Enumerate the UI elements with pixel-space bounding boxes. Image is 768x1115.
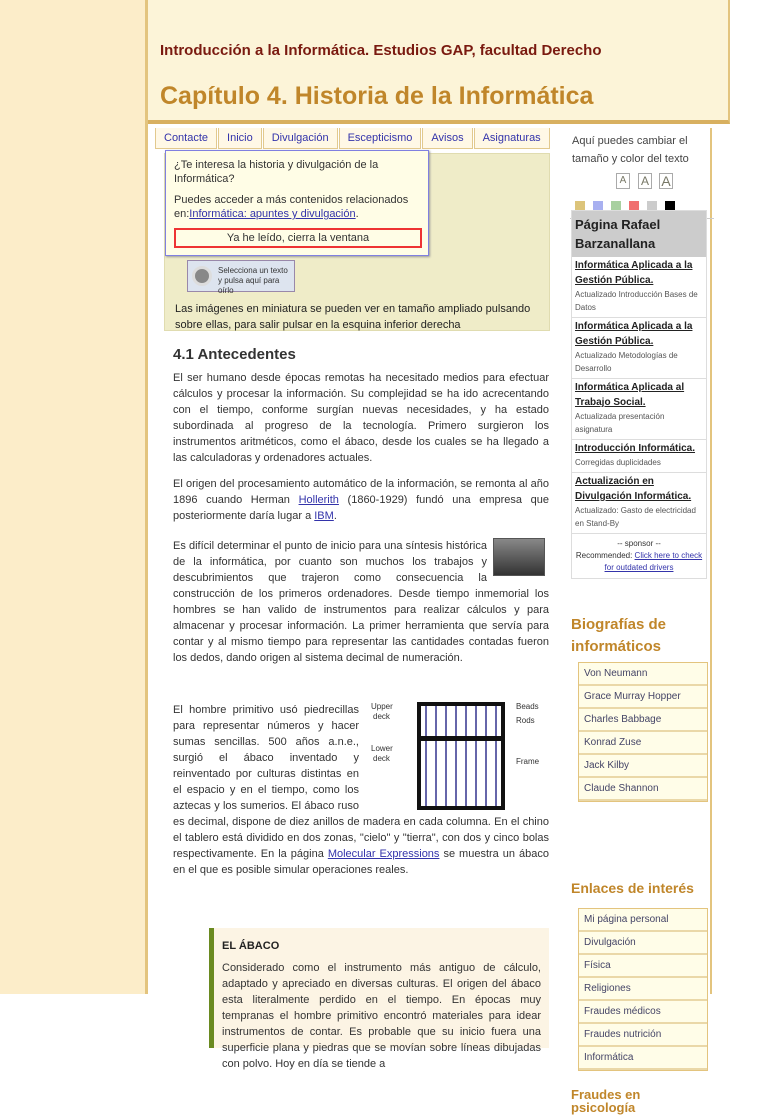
rb-item xyxy=(572,473,706,534)
rb-item xyxy=(572,440,706,473)
tab-contacte[interactable]: Contacte xyxy=(155,128,217,149)
rb-link[interactable]: Informática Aplicada al Trabajo Social. xyxy=(575,382,685,408)
notice-text: Las imágenes en miniatura se pueden ver en tamaño ampliado pulsando sobre ellas, para salir pulsar en la esquina inferior derecha xyxy=(175,303,531,331)
sponsor-label: -- sponsor -- xyxy=(617,539,661,548)
rb-note: Actualizado Metodologías de Desarrollo xyxy=(575,351,678,373)
paragraph-1: El ser humano desde épocas remotas ha necesitado medios para efectuar cálculos y procesar la información. Su complejidad se ha ido acrecentando con el tiempo, conforme surgían nuevas necesidades, y ha estado subordinada al progreso de la tecnología. Primero surgieron los instrumentos aritméticos, como el ábaco, desde los cuales se ha llegado a las calculadoras y ordenadores actuales. xyxy=(173,372,549,464)
speech-label: Selecciona un texto y pulsa aquí para oírlo xyxy=(218,266,288,295)
bio-link[interactable]: Grace Murray Hopper xyxy=(579,686,707,709)
text-large-button[interactable]: A xyxy=(659,173,673,189)
rb-note: Actualizado Introducción Bases de Datos xyxy=(575,290,698,312)
label-deck: deck xyxy=(373,712,390,721)
bio-link[interactable]: Konrad Zuse xyxy=(579,732,707,755)
label-frame: Frame xyxy=(516,757,540,766)
interest-link[interactable]: Física xyxy=(579,955,707,978)
rb-link[interactable]: Informática Aplicada a la Gestión Pública. xyxy=(575,260,693,286)
chapter-title: Capítulo 4. Historia de la Informática xyxy=(160,82,594,110)
bio-link[interactable]: Von Neumann xyxy=(579,663,707,686)
float-spacer xyxy=(359,702,549,814)
label-deck: deck xyxy=(373,754,390,763)
text-size-hint: Aquí puedes cambiar el tamaño y color del texto xyxy=(572,135,689,165)
interest-link[interactable]: Divulgación xyxy=(579,932,707,955)
sponsor-link[interactable]: Click here to check for outdated drivers xyxy=(604,551,703,572)
paragraph-3 xyxy=(173,538,549,666)
bio-link[interactable]: Charles Babbage xyxy=(579,709,707,732)
bio-list xyxy=(578,662,708,802)
site-title: Introducción a la Informática. Estudios GAP, facultad Derecho xyxy=(160,42,602,59)
label-rods: Rods xyxy=(516,716,535,725)
rb-title: Página Rafael Barzanallana xyxy=(572,211,706,257)
box-text: Considerado como el instrumento más antiguo de cálculo, adaptado y apreciado en diversas culturas. El origen del ábaco esta literalmente perdido en el tiempo. En épocas muy tempranas el hombre primitivo encontró materiales para idear instrumentos de contar. Es probable que su inicio fuera una superficie plana y piedras que se movían sobre líneas dibujadas con polvo. Hoy en día se tiende a xyxy=(222,962,541,1070)
nav-tabs xyxy=(155,128,551,149)
tab-asignaturas[interactable]: Asignaturas xyxy=(474,128,550,149)
rb-panel xyxy=(571,210,707,579)
speaker-icon xyxy=(192,266,212,286)
fraud-title: Fraudes en psicología xyxy=(571,1087,641,1115)
interest-link[interactable]: Informática xyxy=(579,1047,707,1070)
box-title: EL ÁBACO xyxy=(222,940,280,952)
label-lower: Lower xyxy=(371,744,393,753)
sponsor-text: Recommended: xyxy=(575,551,635,560)
p2-text: . xyxy=(333,510,337,522)
links-list xyxy=(578,908,708,1071)
label-upper: Upper xyxy=(371,702,393,711)
popup-dialog: ¿Te interesa la historia y divulgación de la Informática? Puedes acceder a más contenidos relacionados en:Informática: apuntes y divulgación. Ya he leído, cierra la ventana xyxy=(165,150,429,256)
interest-link[interactable]: Religiones xyxy=(579,978,707,1001)
paragraph-4 xyxy=(173,702,549,878)
tab-escepticismo[interactable]: Escepticismo xyxy=(339,128,422,149)
bio-link[interactable]: Jack Kilby xyxy=(579,755,707,778)
tab-inicio[interactable]: Inicio xyxy=(218,128,262,149)
sponsor-block xyxy=(572,534,706,578)
p2-text: (1860-1929) fundó una empresa que posteriormente daría lugar a xyxy=(173,494,549,522)
rb-item xyxy=(572,318,706,379)
p3-text: Es difícil determinar el punto de inicio para una síntesis histórica de la informática, por cuanto son muchos los trabajos y descubrimientos que trajeron como consecuencia la construcción de los primeros ordenadores. Desde tiempo inmemorial los hombres se han valido de instrumentos para realizar cálculos y para almacenar y procesar información. La primer herramienta que servía para contar y al mismo tiempo para representar las cantidades contadas fueron los dedos, dando origen al sistema decimal de numeración. xyxy=(173,540,549,664)
main-content xyxy=(151,128,556,1070)
left-margin xyxy=(0,0,148,994)
rb-note: Actualizada presentación asignatura xyxy=(575,412,665,434)
rb-link[interactable]: Informática Aplicada a la Gestión Pública. xyxy=(575,321,693,347)
paragraph-2 xyxy=(173,476,549,524)
text-to-speech-button[interactable] xyxy=(187,260,295,295)
popup-link[interactable]: Informática: apuntes y divulgación xyxy=(189,208,356,220)
molecular-expressions-link[interactable]: Molecular Expressions xyxy=(327,848,440,860)
p4-text: se muestra un ábaco en el que es posible simular operaciones reales. xyxy=(173,848,549,876)
interest-link[interactable]: Fraudes nutrición xyxy=(579,1024,707,1047)
text-small-button[interactable]: A xyxy=(616,173,630,189)
p2-text: El origen del procesamiento automático de la información, se remonta al año 1896 cuando Herman xyxy=(173,478,549,506)
links-title: Enlaces de interés xyxy=(571,880,694,896)
interest-link[interactable]: Fraudes médicos xyxy=(579,1001,707,1024)
float-spacer xyxy=(487,538,549,582)
text-medium-button[interactable]: A xyxy=(638,173,652,189)
p4-text: El hombre primitivo usó piedrecillas para representar números y hacer sumas sencillas. 500 años a.n.e., surgió el ábaco inventado y reinventado por culturas distintas en el espacio y en el tiempo, como los aztecas y los sumerios. El ábaco ruso es decimal, dispone de diez anillos de madera en cada columna. En el chino el tablero está dividido en dos zonas, "cielo" y "tierra", con dos y cinco bolas respectivamente. En la página xyxy=(173,704,549,860)
bio-title: Biografías de informáticos xyxy=(571,616,667,655)
popup-question: ¿Te interesa la historia y divulgación de la Informática? xyxy=(174,159,379,185)
label-beads: Beads xyxy=(516,702,539,711)
rb-note: Corregidas duplicidades xyxy=(575,458,661,467)
section-title: 4.1 Antecedentes xyxy=(173,346,296,363)
rb-link[interactable]: Actualización en Divulgación Informática. xyxy=(575,476,692,502)
rb-link[interactable]: Introducción Informática. xyxy=(575,443,696,454)
header xyxy=(148,0,730,124)
hollerith-link[interactable]: Hollerith xyxy=(298,494,339,506)
rb-item xyxy=(572,379,706,440)
tab-avisos[interactable]: Avisos xyxy=(422,128,472,149)
popup-text: Puedes acceder a más contenidos relacionados en: xyxy=(174,194,409,220)
abaco-box xyxy=(209,928,549,1070)
bio-link[interactable]: Claude Shannon xyxy=(579,778,707,801)
close-popup-button[interactable]: Ya he leído, cierra la ventana xyxy=(174,228,422,248)
rb-item xyxy=(572,257,706,318)
sidebar xyxy=(558,128,712,1115)
tab-divulgacion[interactable]: Divulgación xyxy=(263,128,338,149)
rb-note: Actualizado: Gasto de electricidad en Stand-By xyxy=(575,506,696,528)
interest-link[interactable]: Mi página personal xyxy=(579,909,707,932)
ibm-link[interactable]: IBM xyxy=(314,510,334,522)
